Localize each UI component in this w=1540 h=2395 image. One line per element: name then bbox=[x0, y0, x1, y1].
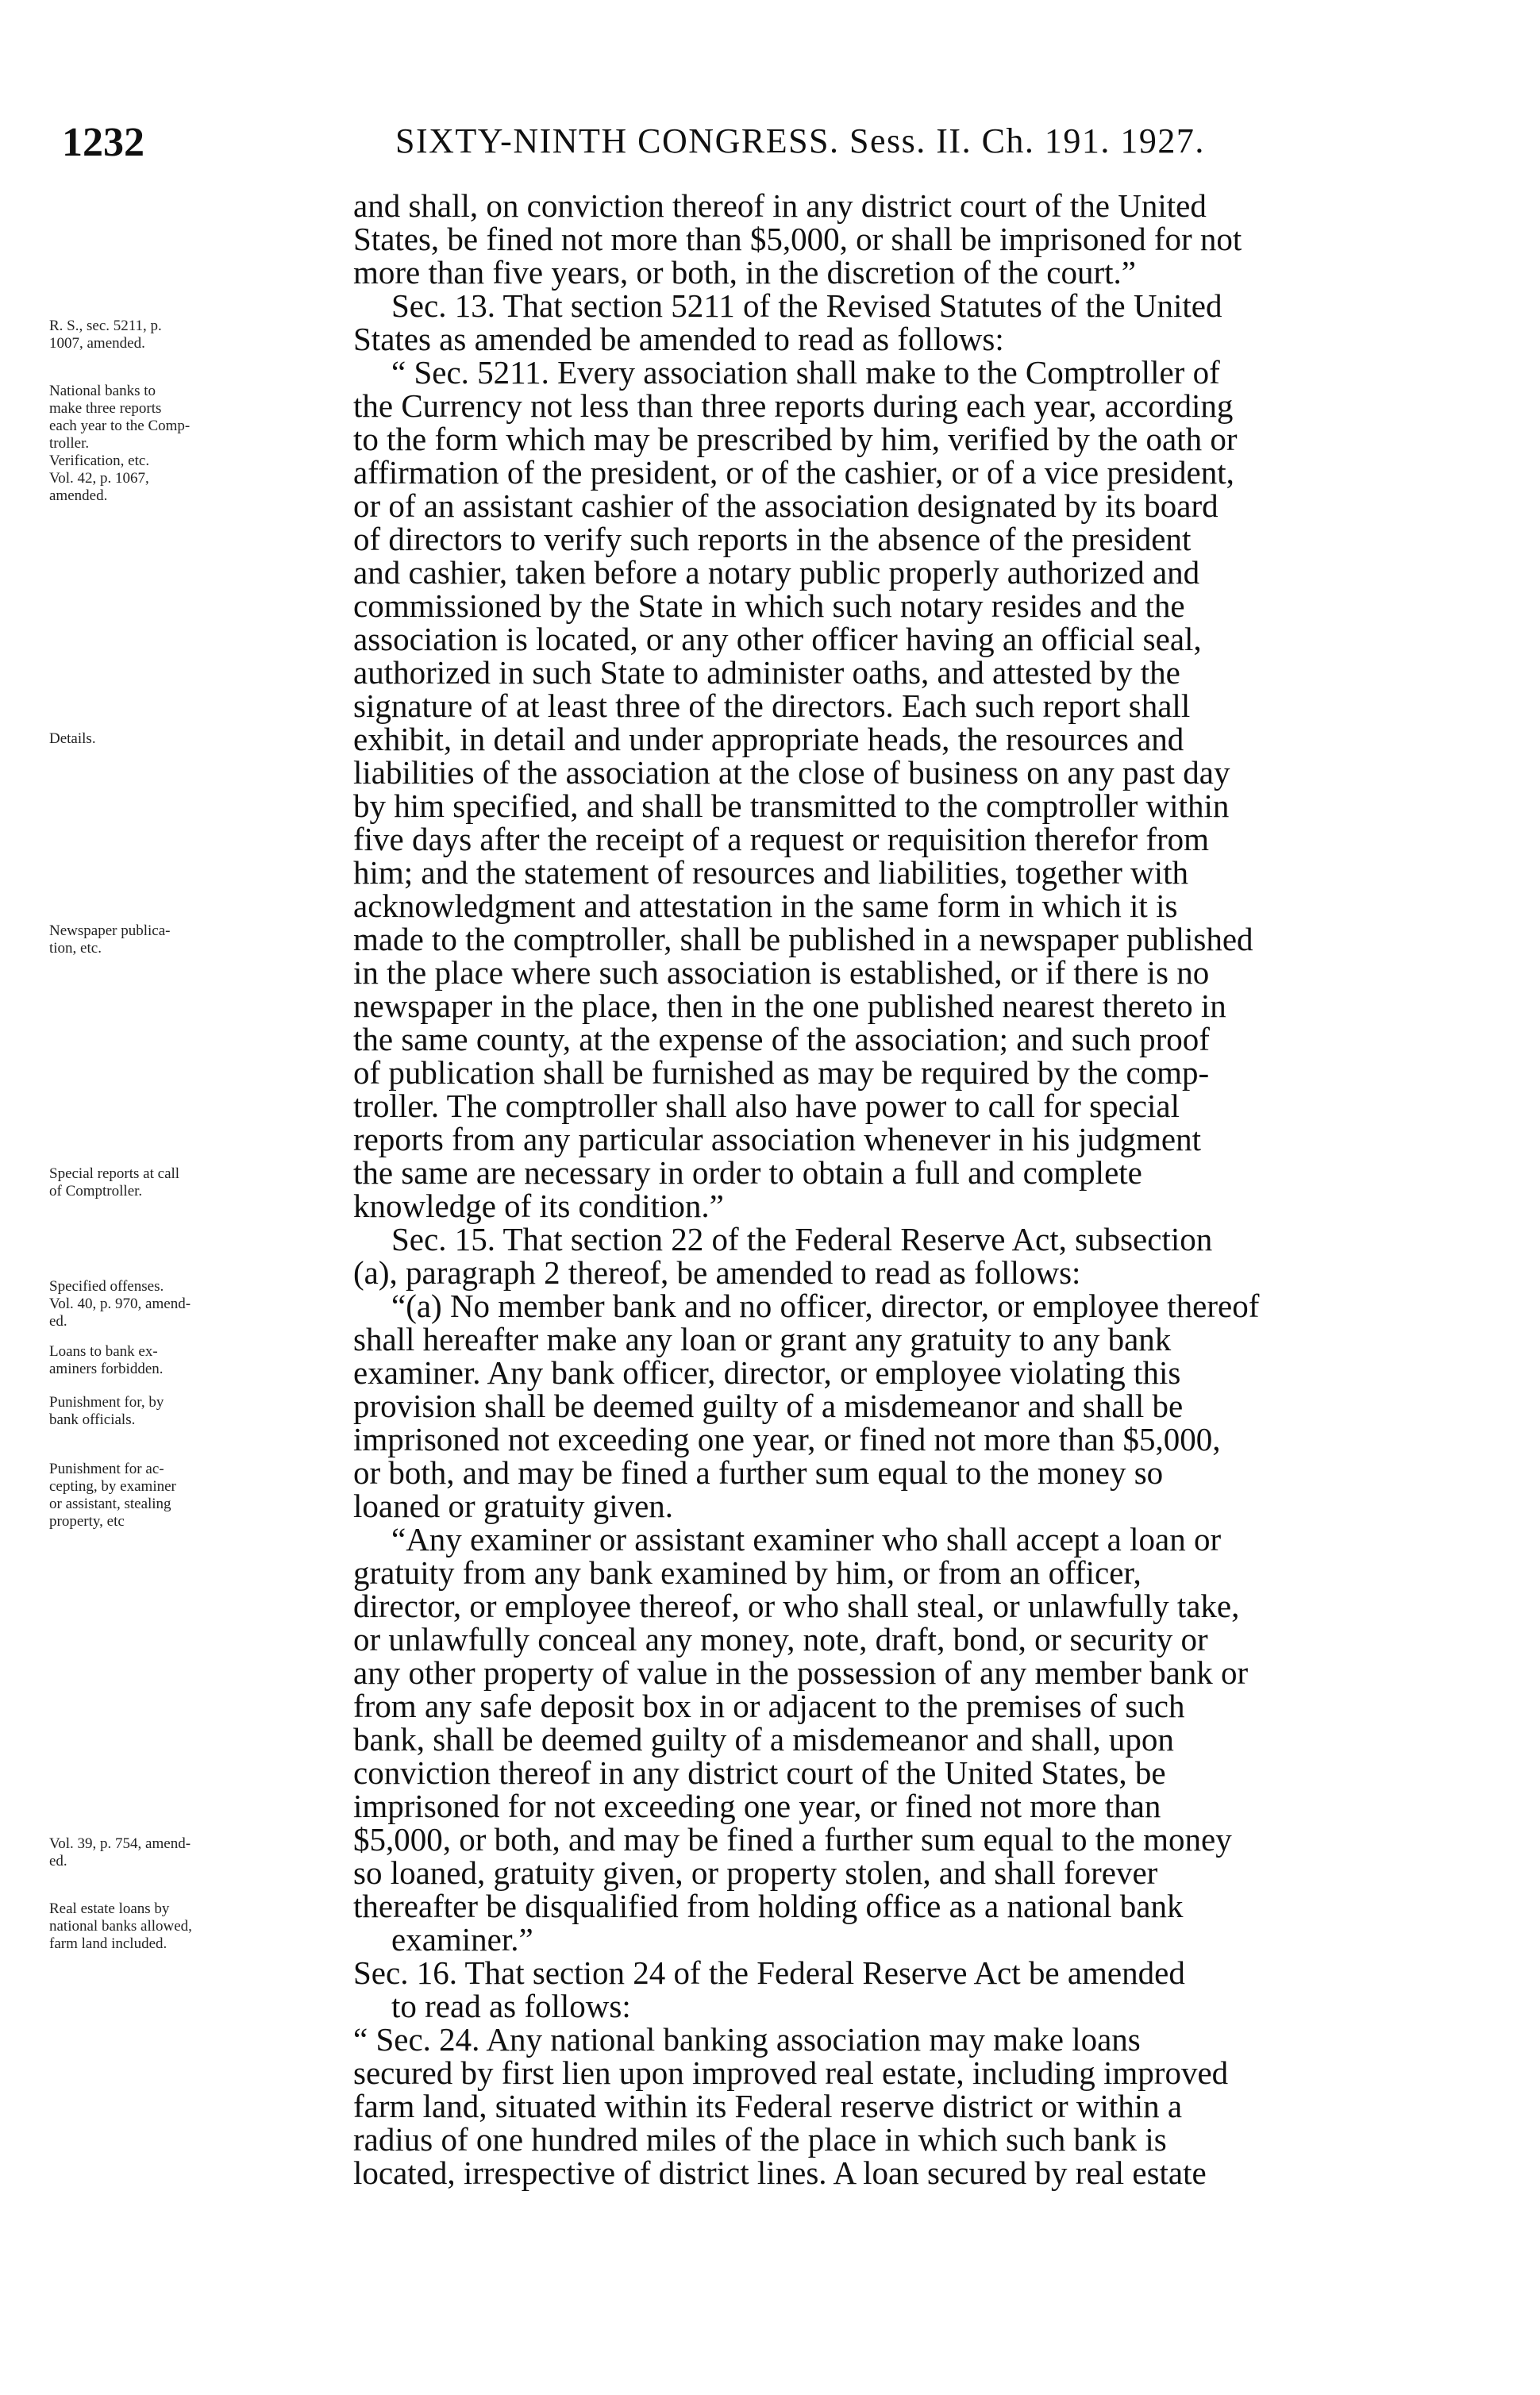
text-line: thereafter be disqualified from holding office as a national bank bbox=[353, 1888, 1184, 1924]
text-line: signature of at least three of the directors. Each such report shall bbox=[353, 687, 1191, 724]
text-line: of directors to verify such reports in the absence of the president bbox=[353, 521, 1192, 557]
margin-note bbox=[49, 1835, 351, 1870]
margin-note-line: Newspaper publica- bbox=[49, 922, 171, 939]
margin-note-line: or assistant, stealing bbox=[49, 1496, 171, 1512]
text-line: secured by first lien upon improved real estate, including improved bbox=[353, 2054, 1229, 2091]
text-line: and shall, on conviction thereof in any district court of the United bbox=[353, 187, 1207, 224]
text-line: States as amended be amended to read as follows: bbox=[353, 321, 1004, 357]
text-line: or unlawfully conceal any money, note, draft, bond, or security or bbox=[353, 1621, 1208, 1658]
text-line: reports from any particular association whenever in his judgment bbox=[353, 1121, 1201, 1157]
margin-note-line: National banks to bbox=[49, 383, 156, 399]
text-line: Sec. 15. That section 22 of the Federal Reserve Act, subsection bbox=[391, 1221, 1213, 1257]
margin-note-line: ed. bbox=[49, 1853, 67, 1869]
text-line: and cashier, taken before a notary public properly authorized and bbox=[353, 554, 1200, 591]
text-line: bank, shall be deemed guilty of a misdemeanor and shall, upon bbox=[353, 1721, 1174, 1758]
margin-note bbox=[49, 1165, 351, 1200]
text-line: the same county, at the expense of the association; and such proof bbox=[353, 1021, 1210, 1057]
margin-note-line: of Comptroller. bbox=[49, 1183, 143, 1199]
margin-note bbox=[49, 1394, 351, 1429]
text-line: newspaper in the place, then in the one published nearest thereto in bbox=[353, 988, 1226, 1024]
text-line: knowledge of its condition.” bbox=[353, 1188, 724, 1224]
text-line: affirmation of the president, or of the cashier, or of a vice president, bbox=[353, 454, 1234, 491]
text-line: “Any examiner or assistant examiner who shall accept a loan or bbox=[391, 1521, 1222, 1558]
text-line: provision shall be deemed guilty of a misdemeanor and shall be bbox=[353, 1388, 1184, 1424]
text-line: to the form which may be prescribed by him, verified by the oath or bbox=[353, 421, 1238, 457]
margin-note-line: aminers forbidden. bbox=[49, 1361, 164, 1377]
margin-note bbox=[49, 1461, 351, 1531]
text-line: five days after the receipt of a request or requisition therefor from bbox=[353, 821, 1210, 857]
margin-note bbox=[49, 1900, 351, 1953]
text-line: association is located, or any other officer having an official seal, bbox=[353, 621, 1202, 657]
margin-note bbox=[49, 318, 351, 352]
text-line: imprisoned for not exceeding one year, or fined not more than bbox=[353, 1788, 1161, 1824]
page-header bbox=[62, 119, 1491, 175]
text-line: troller. The comptroller shall also have power to call for special bbox=[353, 1088, 1180, 1124]
text-line: him; and the statement of resources and liabilities, together with bbox=[353, 854, 1189, 891]
text-line: Sec. 16. That section 24 of the Federal Reserve Act be amended bbox=[353, 1954, 1185, 1991]
text-line: the same are necessary in order to obtain a full and complete bbox=[353, 1154, 1142, 1191]
text-line: director, or employee thereof, or who shall steal, or unlawfully take, bbox=[353, 1588, 1240, 1624]
margin-note-line: each year to the Comp- bbox=[49, 418, 191, 434]
margin-note bbox=[49, 1278, 351, 1330]
text-line: so loaned, gratuity given, or property stolen, and shall forever bbox=[353, 1854, 1158, 1891]
margin-note-line: Vol. 39, p. 754, amend- bbox=[49, 1835, 191, 1852]
margin-note-line: ed. bbox=[49, 1313, 67, 1330]
margin-note-line: bank officials. bbox=[49, 1411, 136, 1428]
text-line: “(a) No member bank and no officer, director, or employee thereof bbox=[391, 1288, 1260, 1324]
margin-note-line: R. S., sec. 5211, p. bbox=[49, 318, 162, 334]
margin-note-line: Vol. 42, p. 1067, bbox=[49, 470, 149, 487]
text-line: commissioned by the State in which such notary resides and the bbox=[353, 587, 1185, 624]
margin-note-line: property, etc bbox=[49, 1513, 125, 1530]
margin-note bbox=[49, 730, 351, 748]
text-line: any other property of value in the possession of any member bank or bbox=[353, 1654, 1249, 1691]
text-line: authorized in such State to administer oaths, and attested by the bbox=[353, 654, 1180, 691]
margin-note-line: Loans to bank ex- bbox=[49, 1343, 158, 1360]
margin-note-line: Vol. 40, p. 970, amend- bbox=[49, 1296, 191, 1312]
margin-note-line: make three reports bbox=[49, 400, 162, 417]
margin-note-line: amended. bbox=[49, 487, 108, 504]
text-line: more than five years, or both, in the discretion of the court.” bbox=[353, 254, 1136, 291]
margin-note-line: Details. bbox=[49, 730, 96, 747]
text-line: the Currency not less than three reports during each year, according bbox=[353, 387, 1234, 424]
text-line: radius of one hundred miles of the place in which such bank is bbox=[353, 2121, 1167, 2158]
text-line: gratuity from any bank examined by him, or from an officer, bbox=[353, 1554, 1142, 1591]
text-line: from any safe deposit box in or adjacent to the premises of such bbox=[353, 1688, 1185, 1724]
text-line: acknowledgment and attestation in the same form in which it is bbox=[353, 888, 1178, 924]
text-line: imprisoned not exceeding one year, or fined not more than $5,000, bbox=[353, 1421, 1221, 1457]
text-line: exhibit, in detail and under appropriate heads, the resources and bbox=[353, 721, 1184, 757]
margin-note-line: cepting, by examiner bbox=[49, 1478, 176, 1495]
margin-note bbox=[49, 383, 351, 505]
text-line: to read as follows: bbox=[391, 1988, 631, 2024]
margin-note-line: Punishment for ac- bbox=[49, 1461, 164, 1477]
margin-note-line: tion, etc. bbox=[49, 940, 102, 957]
margin-note-line: Verification, etc. bbox=[49, 452, 150, 469]
text-line: or of an assistant cashier of the association designated by its board bbox=[353, 487, 1219, 524]
statute-body bbox=[353, 189, 1465, 2189]
page-number: 1232 bbox=[62, 120, 144, 165]
text-line: shall hereafter make any loan or grant any gratuity to any bank bbox=[353, 1321, 1172, 1357]
text-line: “ Sec. 5211. Every association shall make to the Comptroller of bbox=[391, 354, 1220, 391]
margin-note-line: Punishment for, by bbox=[49, 1394, 164, 1411]
text-line: (a), paragraph 2 thereof, be amended to read as follows: bbox=[353, 1254, 1081, 1291]
margin-note-line: Real estate loans by bbox=[49, 1900, 170, 1917]
margin-note-line: 1007, amended. bbox=[49, 335, 145, 352]
text-line: located, irrespective of district lines. A loan secured by real estate bbox=[353, 2154, 1207, 2191]
margin-note-line: Specified offenses. bbox=[49, 1278, 164, 1295]
text-line: loaned or gratuity given. bbox=[353, 1488, 674, 1524]
text-line: States, be fined not more than $5,000, or shall be imprisoned for not bbox=[353, 221, 1242, 257]
margin-note-line: national banks allowed, bbox=[49, 1918, 192, 1935]
text-line: Sec. 13. That section 5211 of the Revised Statutes of the United bbox=[391, 287, 1222, 324]
margin-note-line: troller. bbox=[49, 435, 90, 452]
text-line: examiner. Any bank officer, director, or employee violating this bbox=[353, 1354, 1181, 1391]
margin-note bbox=[49, 922, 351, 957]
text-line: made to the comptroller, shall be published in a newspaper published bbox=[353, 921, 1253, 957]
text-line: “ Sec. 24. Any national banking association may make loans bbox=[353, 2021, 1141, 2058]
text-line: in the place where such association is established, or if there is no bbox=[353, 954, 1210, 991]
text-line: $5,000, or both, and may be fined a further sum equal to the money bbox=[353, 1821, 1232, 1858]
margin-note-line: Special reports at call bbox=[49, 1165, 180, 1182]
text-line: conviction thereof in any district court of the United States, be bbox=[353, 1754, 1166, 1791]
text-line: or both, and may be fined a further sum equal to the money so bbox=[353, 1454, 1164, 1491]
text-line: of publication shall be furnished as may be required by the comp- bbox=[353, 1054, 1210, 1091]
text-line: examiner.” bbox=[391, 1921, 533, 1958]
text-line: liabilities of the association at the close of business on any past day bbox=[353, 754, 1230, 791]
text-line: farm land, situated within its Federal reserve district or within a bbox=[353, 2088, 1183, 2124]
text-line: by him specified, and shall be transmitted to the comptroller within bbox=[353, 787, 1230, 824]
margin-note-line: farm land included. bbox=[49, 1935, 167, 1952]
margin-note bbox=[49, 1343, 351, 1378]
running-head: SIXTY-NINTH CONGRESS. Sess. II. Ch. 191. 1927. bbox=[395, 121, 1205, 160]
